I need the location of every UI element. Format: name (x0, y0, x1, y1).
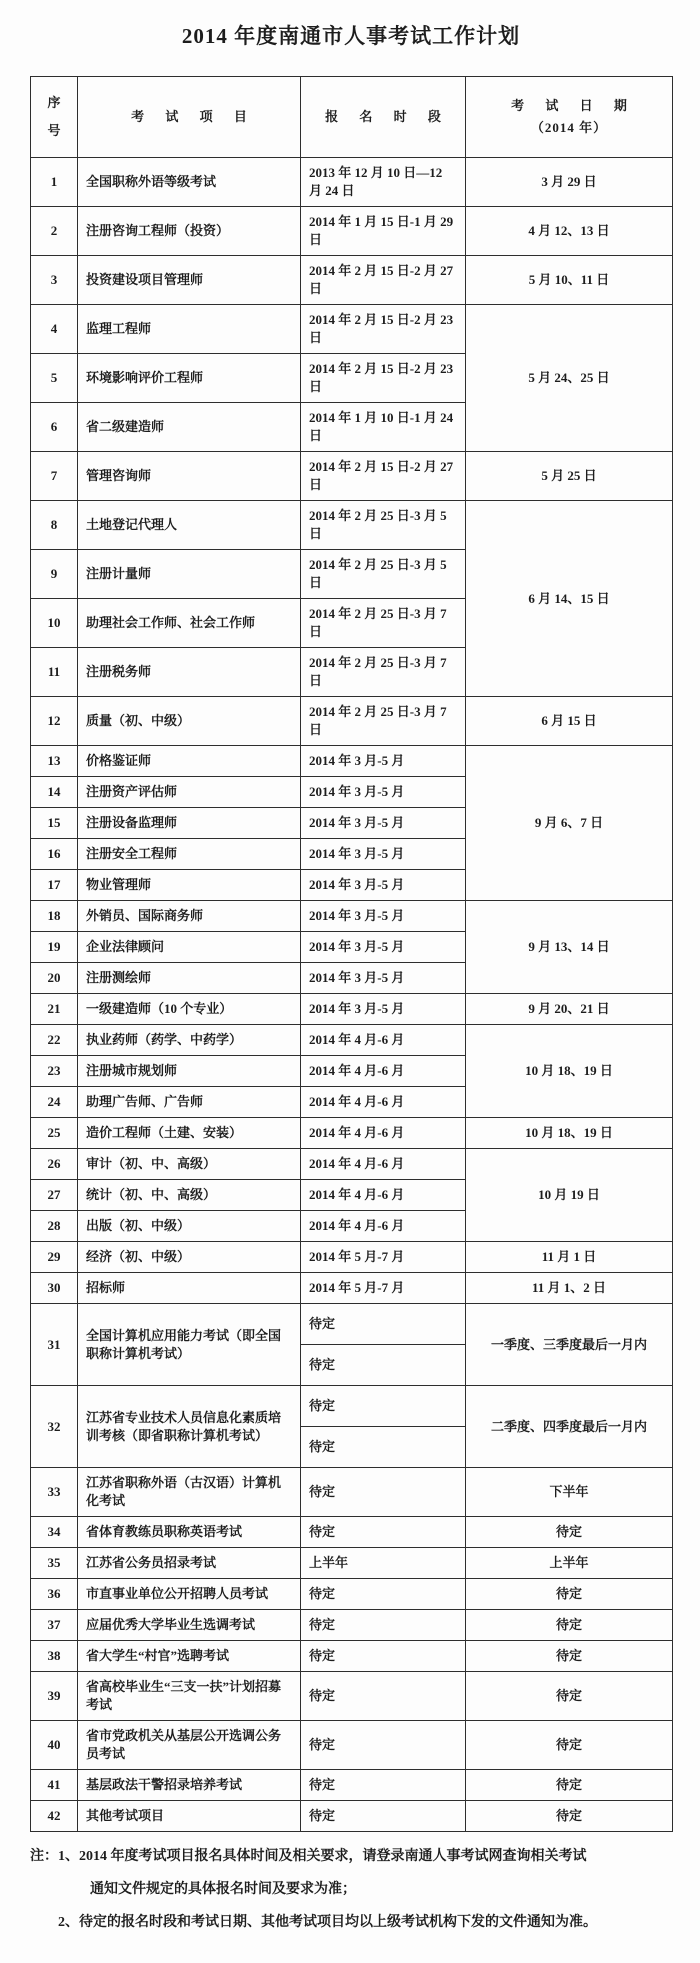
project-cell: 造价工程师（土建、安装） (78, 1118, 301, 1149)
reg-cell: 2014 年 2 月 25 日-3 月 5 日 (301, 501, 466, 550)
serial-cell: 23 (31, 1056, 78, 1087)
serial-cell: 17 (31, 870, 78, 901)
project-cell: 外销员、国际商务师 (78, 901, 301, 932)
reg-cell: 2014 年 2 月 25 日-3 月 7 日 (301, 599, 466, 648)
date-cell: 11 月 1、2 日 (466, 1273, 673, 1304)
serial-cell: 29 (31, 1242, 78, 1273)
table-row (31, 1242, 673, 1273)
serial-cell: 25 (31, 1118, 78, 1149)
project-cell: 一级建造师（10 个专业） (78, 994, 301, 1025)
serial-cell: 35 (31, 1548, 78, 1579)
note-1-line-2: 通知文件规定的具体报名时间及要求为准； (90, 1882, 356, 1897)
serial-cell: 22 (31, 1025, 78, 1056)
table-row (31, 1149, 673, 1180)
date-cell: 待定 (466, 1721, 673, 1770)
serial-cell: 20 (31, 963, 78, 994)
header-serial-number: 序号 (31, 77, 78, 158)
serial-cell: 9 (31, 550, 78, 599)
table-row (31, 1801, 673, 1832)
serial-cell: 16 (31, 839, 78, 870)
serial-cell: 37 (31, 1610, 78, 1641)
reg-cell: 待定 (301, 1801, 466, 1832)
serial-cell: 34 (31, 1517, 78, 1548)
reg-cell: 2014 年 2 月 25 日-3 月 7 日 (301, 697, 466, 746)
date-cell: 4 月 12、13 日 (466, 207, 673, 256)
date-cell: 10 月 18、19 日 (466, 1118, 673, 1149)
serial-cell: 33 (31, 1468, 78, 1517)
date-cell: 待定 (466, 1770, 673, 1801)
project-cell: 省大学生“村官”选聘考试 (78, 1641, 301, 1672)
project-cell: 注册资产评估师 (78, 777, 301, 808)
reg-cell: 2014 年 3 月-5 月 (301, 963, 466, 994)
project-cell: 企业法律顾问 (78, 932, 301, 963)
date-cell: 一季度、三季度最后一月内 (466, 1304, 673, 1386)
table-row (31, 746, 673, 777)
project-cell: 注册计量师 (78, 550, 301, 599)
table-row (31, 1468, 673, 1517)
serial-cell: 6 (31, 403, 78, 452)
table-row (31, 501, 673, 550)
project-cell: 管理咨询师 (78, 452, 301, 501)
serial-cell: 38 (31, 1641, 78, 1672)
reg-cell: 2014 年 4 月-6 月 (301, 1118, 466, 1149)
page-title: 2014 年度南通市人事考试工作计划 (181, 24, 521, 48)
reg-cell: 2014 年 3 月-5 月 (301, 839, 466, 870)
project-cell: 助理社会工作师、社会工作师 (78, 599, 301, 648)
project-cell: 省高校毕业生“三支一扶”计划招募考试 (78, 1672, 301, 1721)
reg-cell (301, 1386, 466, 1468)
table-row (31, 1386, 673, 1468)
date-cell: 9 月 20、21 日 (466, 994, 673, 1025)
project-cell: 注册税务师 (78, 648, 301, 697)
reg-subcell: 待定 (309, 1357, 336, 1372)
project-cell: 其他考试项目 (78, 1801, 301, 1832)
serial-cell: 42 (31, 1801, 78, 1832)
serial-cell: 7 (31, 452, 78, 501)
date-cell: 11 月 1 日 (466, 1242, 673, 1273)
reg-cell: 待定 (301, 1468, 466, 1517)
table-row (31, 158, 673, 207)
table-row (31, 1025, 673, 1056)
date-cell: 5 月 24、25 日 (466, 305, 673, 452)
header-exam-project: 考 试 项 目 (78, 77, 301, 158)
table-row (31, 1770, 673, 1801)
serial-cell: 19 (31, 932, 78, 963)
table-row (31, 1641, 673, 1672)
date-cell: 待定 (466, 1672, 673, 1721)
note-1-line-1: 1、2014 年度考试项目报名具体时间及相关要求，请登录南通人事考试网查询相关考试 (58, 1849, 587, 1864)
project-cell: 注册安全工程师 (78, 839, 301, 870)
table-row (31, 1118, 673, 1149)
project-cell: 统计（初、中、高级） (78, 1180, 301, 1211)
table-row (31, 1610, 673, 1641)
serial-cell: 21 (31, 994, 78, 1025)
reg-cell: 待定 (301, 1770, 466, 1801)
header-exam-date: 考 试 日 期 （2014 年） (466, 77, 673, 158)
project-cell: 应届优秀大学毕业生选调考试 (78, 1610, 301, 1641)
reg-subcell: 待定 (301, 1386, 465, 1427)
date-cell: 待定 (466, 1517, 673, 1548)
exam-schedule-table (30, 76, 673, 1832)
table-row (31, 207, 673, 256)
serial-cell: 26 (31, 1149, 78, 1180)
table-row (31, 256, 673, 305)
serial-cell: 1 (31, 158, 78, 207)
reg-cell: 待定 (301, 1610, 466, 1641)
reg-cell: 待定 (301, 1641, 466, 1672)
serial-cell: 2 (31, 207, 78, 256)
date-cell: 5 月 25 日 (466, 452, 673, 501)
reg-cell (301, 1304, 466, 1386)
table-row (31, 1517, 673, 1548)
date-cell: 待定 (466, 1641, 673, 1672)
project-cell: 审计（初、中、高级） (78, 1149, 301, 1180)
date-cell: 6 月 14、15 日 (466, 501, 673, 697)
project-cell: 经济（初、中级） (78, 1242, 301, 1273)
project-cell: 环境影响评价工程师 (78, 354, 301, 403)
serial-cell: 14 (31, 777, 78, 808)
reg-cell: 待定 (301, 1672, 466, 1721)
table-row (31, 1721, 673, 1770)
serial-cell: 24 (31, 1087, 78, 1118)
project-cell: 出版（初、中级） (78, 1211, 301, 1242)
reg-subcell: 待定 (301, 1304, 465, 1345)
reg-cell: 2014 年 3 月-5 月 (301, 901, 466, 932)
project-cell: 江苏省职称外语（古汉语）计算机化考试 (78, 1468, 301, 1517)
reg-cell: 2014 年 3 月-5 月 (301, 777, 466, 808)
project-cell: 质量（初、中级） (78, 697, 301, 746)
reg-cell: 2014 年 4 月-6 月 (301, 1149, 466, 1180)
date-cell: 6 月 15 日 (466, 697, 673, 746)
reg-cell: 2014 年 5 月-7 月 (301, 1273, 466, 1304)
header-registration-period: 报 名 时 段 (301, 77, 466, 158)
serial-cell: 15 (31, 808, 78, 839)
date-cell: 9 月 13、14 日 (466, 901, 673, 994)
table-row (31, 1273, 673, 1304)
project-cell: 物业管理师 (78, 870, 301, 901)
serial-cell: 32 (31, 1386, 78, 1468)
serial-cell: 13 (31, 746, 78, 777)
serial-cell: 5 (31, 354, 78, 403)
date-cell: 10 月 18、19 日 (466, 1025, 673, 1118)
reg-cell: 2014 年 4 月-6 月 (301, 1180, 466, 1211)
project-cell: 省体育教练员职称英语考试 (78, 1517, 301, 1548)
date-cell: 9 月 6、7 日 (466, 746, 673, 901)
date-cell: 10 月 19 日 (466, 1149, 673, 1242)
project-cell: 注册城市规划师 (78, 1056, 301, 1087)
reg-cell: 2014 年 2 月 15 日-2 月 23 日 (301, 305, 466, 354)
notes-label: 注： (30, 1849, 58, 1864)
header-row (31, 77, 673, 158)
reg-cell: 上半年 (301, 1548, 466, 1579)
serial-cell: 39 (31, 1672, 78, 1721)
serial-cell: 30 (31, 1273, 78, 1304)
project-cell: 监理工程师 (78, 305, 301, 354)
project-cell: 市直事业单位公开招聘人员考试 (78, 1579, 301, 1610)
reg-cell: 2014 年 4 月-6 月 (301, 1211, 466, 1242)
date-cell: 二季度、四季度最后一月内 (466, 1386, 673, 1468)
date-cell: 待定 (466, 1610, 673, 1641)
reg-cell: 2013 年 12 月 10 日—12 月 24 日 (301, 158, 466, 207)
project-cell: 注册咨询工程师（投资） (78, 207, 301, 256)
table-body (31, 158, 673, 1832)
table-row (31, 697, 673, 746)
reg-cell: 2014 年 5 月-7 月 (301, 1242, 466, 1273)
note-2: 2、待定的报名时段和考试日期、其他考试项目均以上级考试机构下发的文件通知为准。 (58, 1915, 597, 1930)
project-cell: 投资建设项目管理师 (78, 256, 301, 305)
project-cell: 助理广告师、广告师 (78, 1087, 301, 1118)
table-row (31, 901, 673, 932)
project-cell: 土地登记代理人 (78, 501, 301, 550)
serial-cell: 40 (31, 1721, 78, 1770)
serial-cell: 31 (31, 1304, 78, 1386)
table-row (31, 1672, 673, 1721)
reg-cell: 2014 年 1 月 10 日-1 月 24 日 (301, 403, 466, 452)
serial-cell: 11 (31, 648, 78, 697)
notes-section (30, 1846, 672, 1933)
project-cell: 江苏省专业技术人员信息化素质培训考核（即省职称计算机考试） (78, 1386, 301, 1468)
date-cell: 下半年 (466, 1468, 673, 1517)
project-cell: 江苏省公务员招录考试 (78, 1548, 301, 1579)
serial-cell: 10 (31, 599, 78, 648)
serial-cell: 18 (31, 901, 78, 932)
project-cell: 省二级建造师 (78, 403, 301, 452)
date-cell: 待定 (466, 1579, 673, 1610)
serial-cell: 3 (31, 256, 78, 305)
project-cell: 注册设备监理师 (78, 808, 301, 839)
serial-cell: 4 (31, 305, 78, 354)
project-cell: 全国计算机应用能力考试（即全国职称计算机考试） (78, 1304, 301, 1386)
serial-cell: 27 (31, 1180, 78, 1211)
project-cell: 注册测绘师 (78, 963, 301, 994)
project-cell: 基层政法干警招录培养考试 (78, 1770, 301, 1801)
serial-cell: 12 (31, 697, 78, 746)
reg-cell: 2014 年 3 月-5 月 (301, 808, 466, 839)
reg-cell: 2014 年 4 月-6 月 (301, 1087, 466, 1118)
reg-subcell: 待定 (309, 1439, 336, 1454)
reg-cell: 2014 年 3 月-5 月 (301, 932, 466, 963)
reg-cell: 2014 年 2 月 15 日-2 月 27 日 (301, 452, 466, 501)
reg-cell: 2014 年 3 月-5 月 (301, 994, 466, 1025)
reg-cell: 2014 年 4 月-6 月 (301, 1056, 466, 1087)
table-row (31, 305, 673, 354)
table-row (31, 1579, 673, 1610)
reg-cell: 待定 (301, 1579, 466, 1610)
project-cell: 省市党政机关从基层公开选调公务员考试 (78, 1721, 301, 1770)
serial-cell: 36 (31, 1579, 78, 1610)
reg-cell: 2014 年 4 月-6 月 (301, 1025, 466, 1056)
reg-cell: 2014 年 1 月 15 日-1 月 29 日 (301, 207, 466, 256)
reg-cell: 2014 年 2 月 25 日-3 月 7 日 (301, 648, 466, 697)
date-cell: 待定 (466, 1801, 673, 1832)
reg-cell: 待定 (301, 1517, 466, 1548)
reg-cell: 待定 (301, 1721, 466, 1770)
reg-cell: 2014 年 3 月-5 月 (301, 746, 466, 777)
reg-cell: 2014 年 2 月 15 日-2 月 27 日 (301, 256, 466, 305)
date-cell: 5 月 10、11 日 (466, 256, 673, 305)
project-cell: 价格鉴证师 (78, 746, 301, 777)
reg-cell: 2014 年 2 月 25 日-3 月 5 日 (301, 550, 466, 599)
project-cell: 招标师 (78, 1273, 301, 1304)
serial-cell: 41 (31, 1770, 78, 1801)
serial-cell: 8 (31, 501, 78, 550)
reg-cell: 2014 年 3 月-5 月 (301, 870, 466, 901)
project-cell: 全国职称外语等级考试 (78, 158, 301, 207)
table-row (31, 1304, 673, 1386)
date-cell: 上半年 (466, 1548, 673, 1579)
table-row (31, 452, 673, 501)
serial-cell: 28 (31, 1211, 78, 1242)
table-row (31, 994, 673, 1025)
project-cell: 执业药师（药学、中药学） (78, 1025, 301, 1056)
reg-cell: 2014 年 2 月 15 日-2 月 23 日 (301, 354, 466, 403)
date-cell: 3 月 29 日 (466, 158, 673, 207)
table-row (31, 1548, 673, 1579)
